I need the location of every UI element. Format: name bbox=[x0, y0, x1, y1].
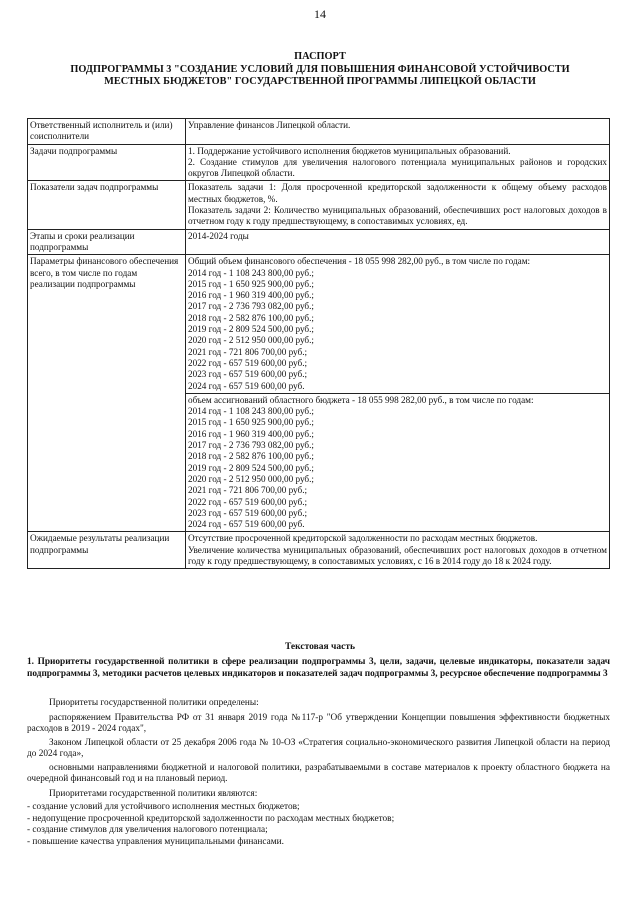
row-executor bbox=[28, 119, 610, 145]
financing-total bbox=[186, 255, 610, 394]
row-indicators bbox=[28, 181, 610, 229]
paragraph: основными направлениями бюджетной и налоговой политики, разрабатываемыми в составе материалов к проекту областного бюджета на очередной финансовый год и на плановый период. bbox=[27, 762, 610, 784]
title-line-2: ПОДПРОГРАММЫ 3 "СОЗДАНИЕ УСЛОВИЙ ДЛЯ ПОВЫШЕНИЯ ФИНАНСОВОЙ УСТОЙЧИВОСТИ bbox=[70, 63, 570, 75]
year-line: 2023 год - 657 519 600,00 руб.; bbox=[188, 369, 308, 380]
year-line: 2016 год - 1 960 319 400,00 руб.; bbox=[188, 290, 314, 301]
indicators-value bbox=[186, 181, 610, 229]
results-value bbox=[186, 532, 610, 569]
paragraph: Законом Липецкой области от 25 декабря 2006 года № 10-ОЗ «Стратегия социально-экономического развития Липецкой области на период до 2024 года», bbox=[27, 737, 610, 759]
task-item: 2. Создание стимулов для увеличения налогового потенциала муниципальных районов и городских округов Липецкой области. bbox=[188, 156, 607, 179]
text-body bbox=[27, 698, 610, 848]
year-line: 2014 год - 1 108 243 800,00 руб.; bbox=[188, 406, 314, 417]
year-line: 2023 год - 657 519 600,00 руб.; bbox=[188, 507, 308, 518]
year-line: 2015 год - 1 650 925 900,00 руб.; bbox=[188, 417, 314, 428]
title-line-1: ПАСПОРТ bbox=[294, 51, 346, 62]
year-line: 2014 год - 1 108 243 800,00 руб.; bbox=[188, 267, 314, 278]
section-heading: 1. Приоритеты государственной политики в сфере реализации подпрограммы 3, цели, задачи, целевые индикаторы, показатели задач подпрограммы 3, методики расчетов целевых индикаторов и показателей задач подпрограммы 3, ресурсное обеспечение подпрограммы 3 bbox=[27, 657, 610, 679]
result-item: Отсутствие просроченной кредиторской задолженности по расходам местных бюджетов. bbox=[188, 533, 538, 544]
results-label: Ожидаемые результаты реализации подпрограммы bbox=[28, 532, 186, 569]
row-stages bbox=[28, 229, 610, 255]
financing-regional bbox=[186, 393, 610, 532]
page-number: 14 bbox=[314, 7, 326, 21]
financing-label: Параметры финансового обеспечения всего, в том числе по годам реализации подпрограммы bbox=[28, 255, 186, 532]
year-line: 2018 год - 2 582 876 100,00 руб.; bbox=[188, 451, 314, 462]
paragraph: Приоритеты государственной политики определены: bbox=[49, 698, 259, 708]
passport-table bbox=[27, 118, 610, 569]
text-section-title: Текстовая часть bbox=[284, 642, 356, 652]
bullet-item: - повышение качества управления муниципальными финансами. bbox=[27, 836, 284, 847]
year-line: 2018 год - 2 582 876 100,00 руб.; bbox=[188, 312, 314, 323]
tasks-value bbox=[186, 144, 610, 181]
indicator-item: Показатель задачи 1: Доля просроченной кредиторской задолженности к общему объему расходов местных бюджетов, %. bbox=[188, 182, 607, 204]
row-tasks bbox=[28, 144, 610, 181]
year-line: 2020 год - 2 512 950 000,00 руб.; bbox=[188, 335, 314, 346]
tasks-label: Задачи подпрограммы bbox=[28, 144, 186, 181]
year-line: 2020 год - 2 512 950 000,00 руб.; bbox=[188, 473, 314, 484]
stages-value: 2014-2024 годы bbox=[186, 229, 610, 255]
year-line: 2019 год - 2 809 524 500,00 руб.; bbox=[188, 324, 314, 335]
year-line: 2015 год - 1 650 925 900,00 руб.; bbox=[188, 278, 314, 289]
bullet-item: - недопущение просроченной кредиторской задолженности по расходам местных бюджетов; bbox=[27, 813, 395, 824]
year-line: 2024 год - 657 519 600,00 руб. bbox=[188, 519, 305, 530]
document-title bbox=[20, 51, 620, 89]
paragraph: Приоритетами государственной политики являются: bbox=[49, 788, 258, 799]
result-item: Увеличение количества муниципальных образований, обеспечивших рост налоговых доходов в отчетном году к году предшествующему, в сопоставимых условиях, с 16 в 2014 году до 18 к 2024 году. bbox=[188, 544, 607, 566]
financing-total-intro: Общий объем финансового обеспечения - 18 055 998 282,00 руб., в том числе по годам: bbox=[188, 256, 531, 267]
stages-label: Этапы и сроки реализации подпрограммы bbox=[28, 229, 186, 255]
year-line: 2021 год - 721 806 700,00 руб.; bbox=[188, 485, 308, 496]
executor-label: Ответственный исполнитель и (или) соисполнители bbox=[28, 119, 186, 145]
year-line: 2017 год - 2 736 793 082,00 руб.; bbox=[188, 440, 314, 451]
financing-regional-intro: объем ассигнований областного бюджета - 18 055 998 282,00 руб., в том числе по годам: bbox=[188, 394, 534, 405]
year-line: 2022 год - 657 519 600,00 руб.; bbox=[188, 496, 308, 507]
row-financing-total bbox=[28, 255, 610, 394]
year-line: 2024 год - 657 519 600,00 руб. bbox=[188, 380, 305, 391]
year-line: 2019 год - 2 809 524 500,00 руб.; bbox=[188, 462, 314, 473]
bullet-item: - создание стимулов для увеличения налогового потенциала; bbox=[27, 825, 268, 835]
title-line-3: МЕСТНЫХ БЮДЖЕТОВ" ГОСУДАРСТВЕННОЙ ПРОГРАММЫ ЛИПЕЦКОЙ ОБЛАСТИ bbox=[104, 76, 536, 87]
executor-value: Управление финансов Липецкой области. bbox=[186, 119, 610, 145]
year-line: 2022 год - 657 519 600,00 руб.; bbox=[188, 357, 308, 368]
row-results bbox=[28, 532, 610, 569]
task-item: 1. Поддержание устойчивого исполнения бюджетов муниципальных образований. bbox=[188, 145, 511, 156]
year-line: 2021 год - 721 806 700,00 руб.; bbox=[188, 346, 308, 357]
year-line: 2017 год - 2 736 793 082,00 руб.; bbox=[188, 301, 314, 312]
indicators-label: Показатели задач подпрограммы bbox=[28, 181, 186, 229]
indicator-item: Показатель задачи 2: Количество муниципальных образований, обеспечивших рост налоговых доходов в отчетном году к году предшествующему, в сопоставимых условиях, ед. bbox=[188, 205, 607, 227]
paragraph: распоряжением Правительства РФ от 31 января 2019 года №117-р "Об утверждении Концепции повышения эффективности бюджетных расходов в 2019 - 2024 годах", bbox=[27, 712, 610, 734]
year-line: 2016 год - 1 960 319 400,00 руб.; bbox=[188, 428, 314, 439]
bullet-item: - создание условий для устойчивого исполнения местных бюджетов; bbox=[27, 802, 300, 812]
